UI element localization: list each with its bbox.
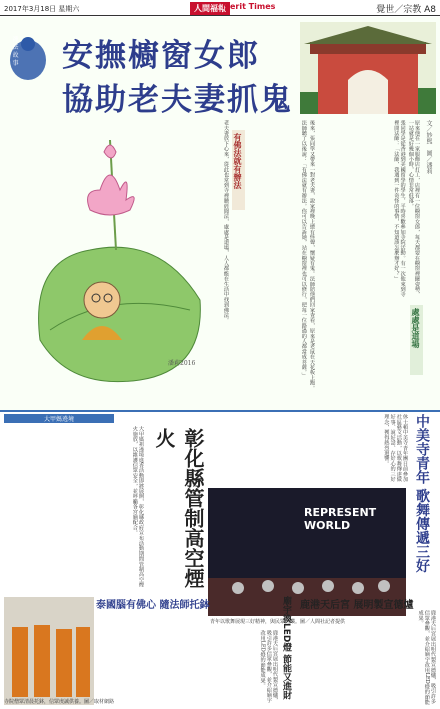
body-paragraph: 法師聽了以後說：「有佛法就有辦法。你可以告訴她，站在櫥窗裡也可以修行，把每一位路過的人都當成菩薩。」 (300, 120, 307, 378)
issue-date: 2017年3月18日 星期六 (4, 5, 80, 13)
newspaper-logo: 人間福報 (190, 2, 230, 15)
changhua-banner: 大甲媽遶境 (4, 414, 114, 423)
body-paragraph: 後來，張同學又帶來一對老夫妻，說家裡晚上總有怪聲，懷疑有鬼。法師陪他們回家查看，原來是老鼠在天花板上跑。 (309, 120, 315, 391)
thai-caption: 寺院僧眾清晨托鉢，信眾虔誠供養。圖／取材網路 (4, 699, 115, 705)
feature-body-col-1 (205, 120, 229, 400)
feature-title-line2: 協助老夫妻抓鬼 (62, 82, 293, 118)
page-header (0, 0, 440, 16)
section-label: 覺世／宗教 A8 (376, 5, 436, 15)
feature-byline: 文／妙熙 圖／潘莉 (425, 120, 432, 174)
lukang-body: 鹿港天后宮展出明代製宣德爐，吸引許多信眾參觀，並介紹廟宇改用LED燈的節能成果。 (417, 610, 436, 705)
lukang-body-col-2: 鹿港天后宮展出明代製宣德爐，吸引許多信眾參觀，並介紹廟宇改用LED燈的節能成果。 (259, 630, 278, 703)
changhua-body: 大甲媽祖遶境進香活動即將展開，彰化縣政府宣布活動期間管制高空煙火施放，以維護信眾安全，並呼籲各宮廟配合。 (131, 426, 144, 588)
lukang-subtitle: 廟宇換LED燈 節能又進財 (281, 596, 291, 700)
thai-photo (4, 597, 94, 705)
temple-gate-illustration (300, 22, 436, 114)
feature-title-line1: 安撫櫥窗女郎 (62, 38, 260, 74)
feature-badge: 禪 法 故 事 (11, 36, 18, 66)
body-paragraph: 原來他在一家服飾店打工，店裡有一位櫥窗女郎，每天都要在櫥窗裡擺姿勢，一站就是好幾個小時，心情非常低落。 (407, 120, 420, 297)
pull-quote-1: 有佛法就有辦法 (232, 130, 245, 210)
lukang-title: 鹿港天后宮 展明製宣德爐 (300, 600, 414, 611)
newspaper-logo-en: Merit Times (222, 2, 276, 11)
artist-signature: 潘莉2016 (168, 360, 196, 367)
feature-body-col-2 (245, 120, 315, 400)
pull-quote-2: 處處是道場 (410, 305, 423, 375)
lotus-leaf-illustration (30, 140, 205, 390)
changhua-title: 彰化縣管制高空煙火 (152, 428, 205, 588)
zhongmei-caption: 青年以歌舞展現三好精神，與民眾同樂。圖／人間社記者提供 (210, 619, 346, 625)
thai-title: 泰國腦有佛心 隨法師托鉢 (96, 600, 210, 611)
zhongmei-title: 中美寺青年 歌舞傳遞三好 (414, 414, 430, 573)
thai-body (96, 610, 186, 704)
feature-body-col-3 (320, 120, 420, 300)
feature-title (62, 34, 293, 122)
section-divider (0, 410, 440, 412)
photo-stage-text: REPRESENT WORLD (304, 506, 377, 532)
body-paragraph: 張同學是從香港到美國留學的學生，平時喜歡參加寺院活動。有一次他來到寺裡問法師：「法師，我遇到一件奇怪的事情，不知道該怎麼辦才好？」 (393, 120, 406, 297)
zhongmei-body: 休士頓中美寺青年團日前參加社區藝文活動，以歌舞傳達做好事、說好話、存好心的三好理念，獲得熱烈迴響。 (383, 414, 408, 482)
body-paragraph: 老夫妻放下心來，從此也常到寺裡聽經聞法，處處是道場，人人都能在生活中找到佛法。 (223, 120, 229, 323)
